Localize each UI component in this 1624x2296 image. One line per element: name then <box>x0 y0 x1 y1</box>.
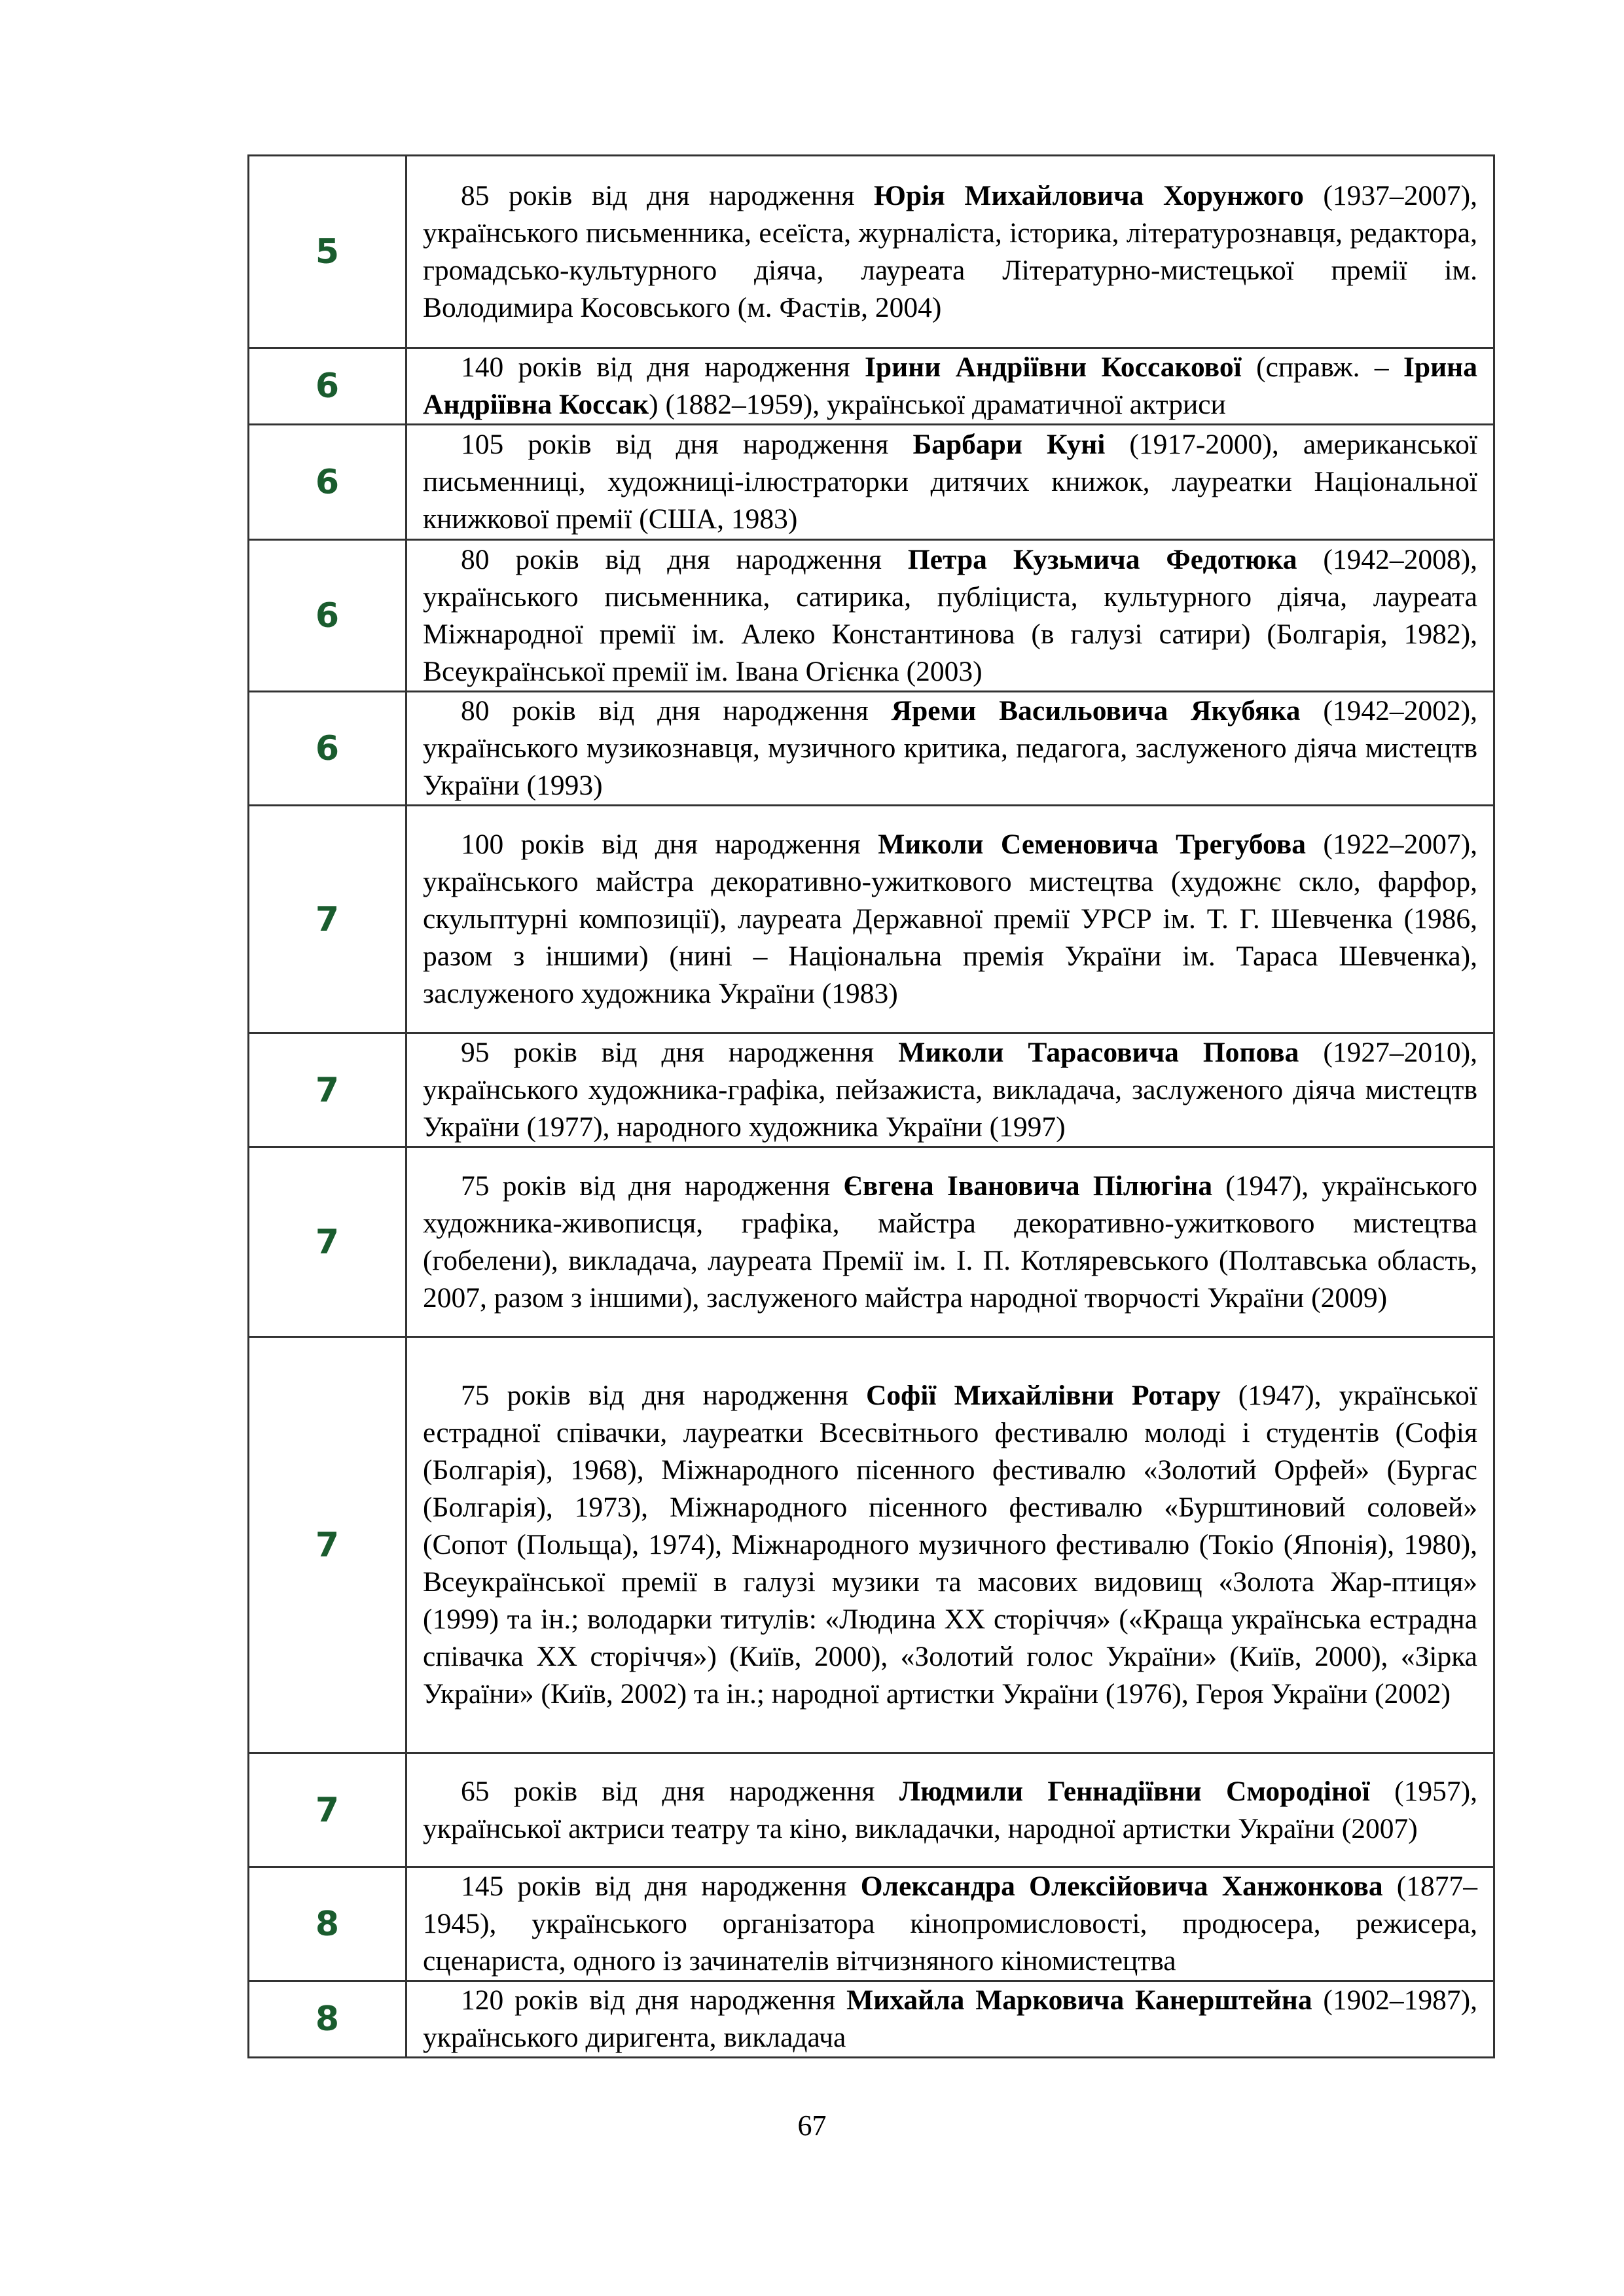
person-name: Яреми Васильовича Якубяка <box>891 695 1301 726</box>
person-name: Софії Михайлівни Ротару <box>866 1380 1221 1411</box>
entry-cell <box>406 692 1494 806</box>
entry-text <box>423 826 1477 1013</box>
entry-description: (справж. – <box>1241 351 1403 383</box>
entry-description: (1877–1945), українського організатора кінопромисловості, продюсера, режисера, сценариста, одного із зачинателів вітчизняного кіномистецтва <box>423 1871 1477 1977</box>
entry-text <box>423 1982 1477 2056</box>
entry-text <box>423 1377 1477 1713</box>
entry-cell <box>406 1337 1494 1753</box>
entry-cell <box>406 1981 1494 2058</box>
day-cell <box>249 692 406 806</box>
person-name: Олександра Олексійовича Ханжонкова <box>860 1871 1383 1902</box>
entry-cell <box>406 156 1494 348</box>
day-number: 6 <box>315 367 340 406</box>
day-number: 7 <box>315 899 340 939</box>
person-name: Юрія Михайловича Хорунжого <box>874 179 1304 211</box>
day-number: 6 <box>315 462 340 502</box>
entry-cell <box>406 1033 1494 1147</box>
person-name: Людмили Геннадіївни Смородіної <box>899 1775 1370 1807</box>
day-cell <box>249 1033 406 1147</box>
entry-text <box>423 349 1477 423</box>
table-row <box>249 1753 1494 1867</box>
entry-text <box>423 1868 1477 1980</box>
person-name: Михайла Марковича Канерштейна <box>846 1984 1312 2016</box>
entry-text <box>423 692 1477 804</box>
person-name: Ірини Андріївни Коссакової <box>864 351 1242 383</box>
person-name: Петра Кузьмича Федотюка <box>907 543 1297 575</box>
entry-text <box>423 541 1477 691</box>
entry-description: (1922–2007), українського майстра декоративно-ужиткового мистецтва (художнє скло, фарфор, скульптурні композиції), лауреата Державної премії УРСР ім. Т. Г. Шевченка (1986, разом з іншими) (нині – Національна премія України ім. Тараса Шевченка), заслуженого художника України (1983) <box>423 829 1477 1009</box>
day-number: 8 <box>315 1904 340 1944</box>
table-row <box>249 156 1494 348</box>
entry-lead: 75 років від дня народження <box>461 1170 844 1202</box>
day-cell <box>249 1753 406 1867</box>
entry-description: (1902–1987), українського диригента, викладача <box>423 1984 1477 2053</box>
entry-lead: 95 років від дня народження <box>461 1037 899 1068</box>
day-cell <box>249 1147 406 1337</box>
entry-cell <box>406 806 1494 1033</box>
entry-text <box>423 1168 1477 1317</box>
table-row <box>249 1867 1494 1981</box>
table-row <box>249 1147 1494 1337</box>
day-number: 5 <box>315 232 340 272</box>
table-row <box>249 1337 1494 1753</box>
entry-lead: 120 років від дня народження <box>461 1984 847 2016</box>
table-row <box>249 425 1494 540</box>
table-row <box>249 540 1494 692</box>
entry-description: (1942–2002), українського музикознавця, музичного критика, педагога, заслуженого діяча мистецтв України (1993) <box>423 695 1477 801</box>
entry-lead: 105 років від дня народження <box>461 429 913 460</box>
day-cell <box>249 1337 406 1753</box>
entry-description: (1937–2007), українського письменника, есеїста, журналіста, історика, літературознавця, редактора, громадсько-культурного діяча, лауреата Літературно-мистецької премії ім. Володимира Косовського (м. Фастів, 2004) <box>423 179 1477 323</box>
day-cell <box>249 540 406 692</box>
day-number: 6 <box>315 596 340 636</box>
table-row <box>249 348 1494 425</box>
day-number: 7 <box>315 1222 340 1262</box>
day-number: 7 <box>315 1070 340 1110</box>
entry-description: (1947), українського художника-живописця, графіка, майстра декоративно-ужиткового мистецтва (гобелени), викладача, лауреата Премії ім. І. П. Котляревського (Полтавська область, 2007, разом з іншими), заслуженого майстра народної творчості України (2009) <box>423 1170 1478 1314</box>
person-name: Барбари Куні <box>912 429 1106 460</box>
day-number: 6 <box>315 728 340 768</box>
day-cell <box>249 156 406 348</box>
real-name: Ірина Андріївна Коссак <box>423 351 1477 420</box>
day-cell <box>249 348 406 425</box>
table-row <box>249 1981 1494 2058</box>
entry-description-cont: ) (1882–1959), української драматичної актриси <box>649 389 1226 420</box>
table-body <box>249 156 1494 2058</box>
entry-lead: 80 років від дня народження <box>461 695 892 726</box>
entry-cell <box>406 348 1494 425</box>
entry-lead: 65 років від дня народження <box>461 1775 899 1807</box>
day-cell <box>249 1867 406 1981</box>
page-number: 67 <box>797 2109 827 2142</box>
day-number: 7 <box>315 1790 340 1830</box>
day-cell <box>249 1981 406 2058</box>
anniversary-table <box>247 154 1495 2058</box>
table-row <box>249 692 1494 806</box>
table-row <box>249 806 1494 1033</box>
person-name: Миколи Тарасовича Попова <box>898 1037 1299 1068</box>
entry-lead: 85 років від дня народження <box>461 179 875 211</box>
day-cell <box>249 425 406 540</box>
entry-description: (1947), української естрадної співачки, лауреатки Всесвітнього фестивалю молоді і студентів (Софія (Болгарія), 1968), Міжнародного пісенного фестивалю «Золотий Орфей» (Бургас (Болгарія), 1973), Міжнародного пісенного фестивалю «Бурштиновий соловей» (Сопот (Польща), 1974), Міжнародного музичного фестивалю (Токіо (Японія), 1980), Всеукраїнської премії в галузі музики та масових видовищ «Золота Жар-птиця» (1999) та ін.; володарки титулів: «Людина ХХ сторіччя» («Краща українська естрадна співачка ХХ сторіччя») (Київ, 2000), «Золотий голос України» (Київ, 2000), «Зірка України» (Київ, 2002) та ін.; народної артистки України (1976), Героя України (2002) <box>423 1380 1477 1710</box>
entry-description: (1917-2000), американської письменниці, художниці-ілюстраторки дитячих книжок, лауреатки Національної книжкової премії (США, 1983) <box>423 429 1477 535</box>
entry-description: (1927–2010), українського художника-графіка, пейзажиста, викладача, заслуженого діяча мистецтв України (1977), народного художника України (1997) <box>423 1037 1477 1143</box>
entry-cell <box>406 540 1494 692</box>
entry-lead: 80 років від дня народження <box>461 543 908 575</box>
day-number: 7 <box>315 1525 340 1565</box>
entry-cell <box>406 1753 1494 1867</box>
entry-description: (1957), української актриси театру та кіно, викладачки, народної артистки України (2007) <box>423 1775 1477 1844</box>
entry-text <box>423 177 1477 327</box>
entry-text <box>423 1773 1477 1848</box>
entry-description: (1942–2008), українського письменника, сатирика, публіциста, культурного діяча, лауреата Міжнародної премії ім. Алеко Константинова (в галузі сатири) (Болгарія, 1982), Всеукраїнської премії ім. Івана Огієнка (2003) <box>423 543 1477 687</box>
entry-lead: 75 років від дня народження <box>461 1380 866 1411</box>
entry-text <box>423 1034 1477 1146</box>
entry-cell <box>406 425 1494 540</box>
day-cell <box>249 806 406 1033</box>
entry-text <box>423 426 1477 538</box>
table-row <box>249 1033 1494 1147</box>
person-name: Миколи Семеновича Трегубова <box>878 829 1306 860</box>
entry-cell <box>406 1147 1494 1337</box>
day-number: 8 <box>315 2000 340 2039</box>
entry-cell <box>406 1867 1494 1981</box>
person-name: Євгена Івановича Пілюгіна <box>843 1170 1213 1202</box>
entry-lead: 145 років від дня народження <box>461 1871 861 1902</box>
entry-lead: 140 років від дня народження <box>461 351 865 383</box>
entry-lead: 100 років від дня народження <box>461 829 878 860</box>
